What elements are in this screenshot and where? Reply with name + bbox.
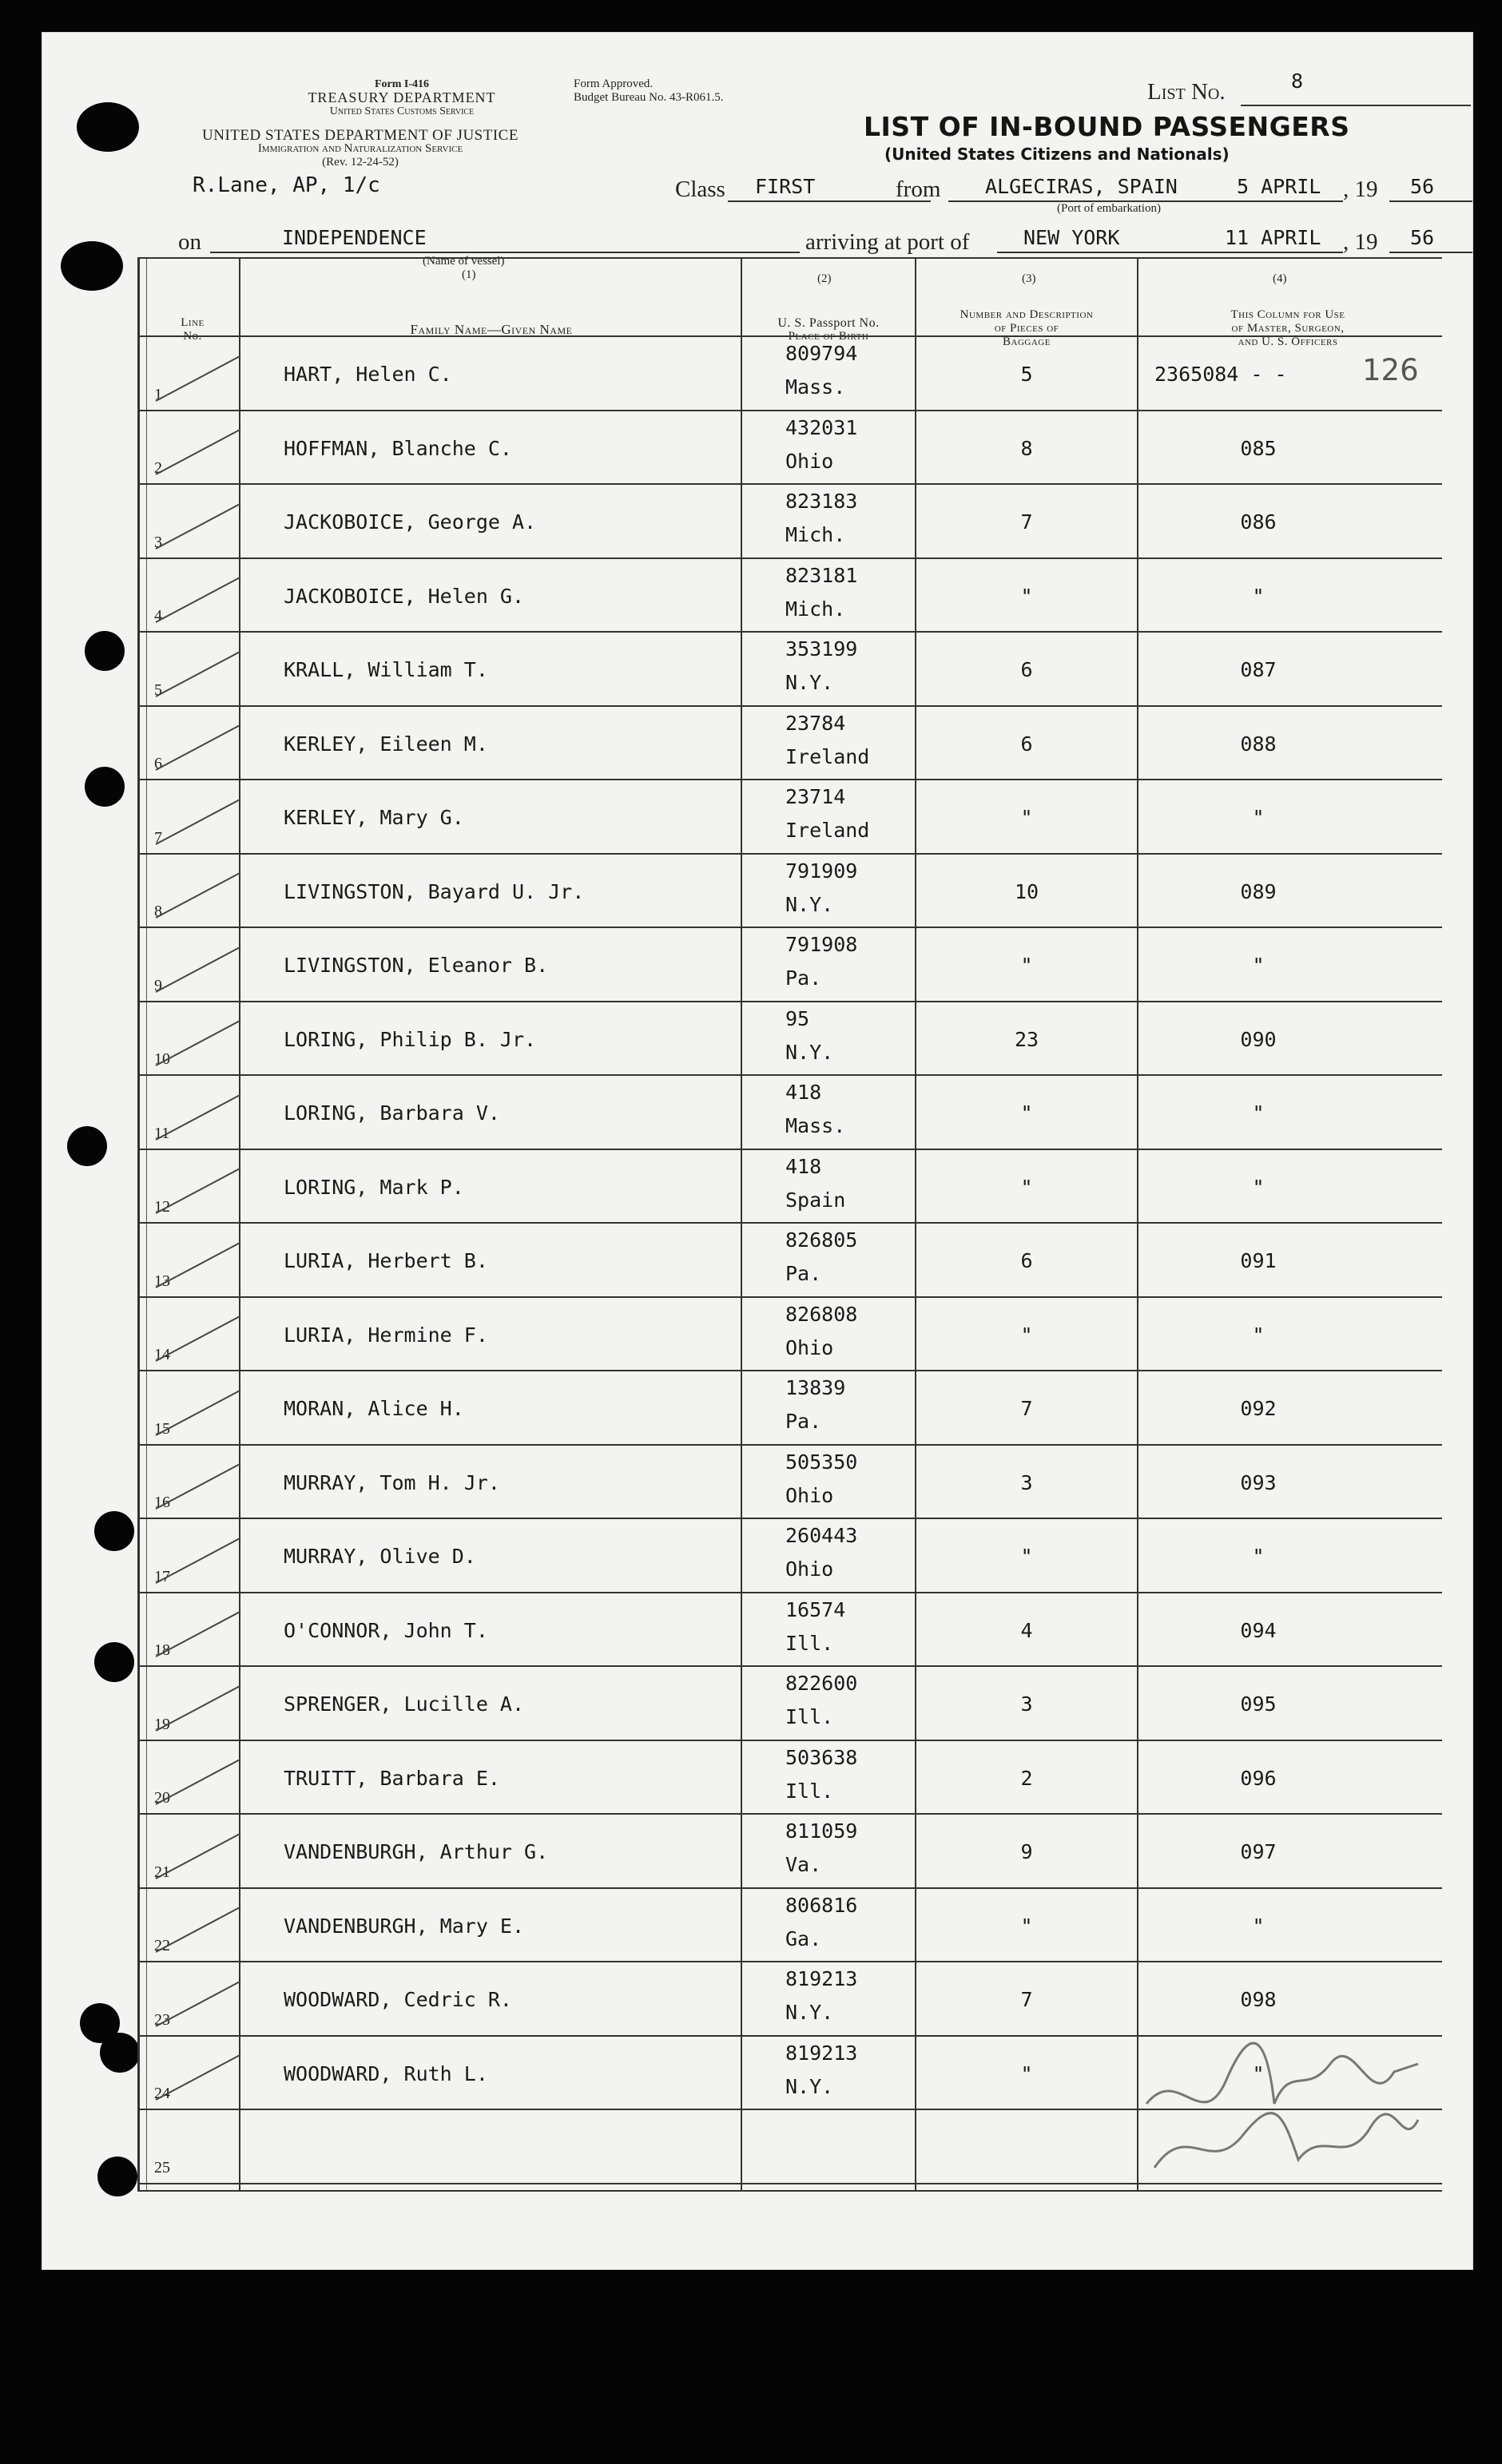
check-mark: [156, 355, 241, 401]
line-number: 2: [154, 459, 162, 477]
baggage-count: 5: [1020, 363, 1033, 387]
place-of-birth: N.Y.: [785, 892, 834, 916]
passenger-name: HART, Helen C.: [284, 363, 452, 387]
passport-number: 791908: [785, 933, 858, 956]
officer-column-entry: 087: [1240, 658, 1277, 682]
table-row: [140, 410, 1442, 484]
baggage-count: 8: [1020, 436, 1033, 460]
vessel-underline: [210, 252, 800, 253]
check-mark: [156, 946, 241, 992]
arrival-date: 11 APRIL: [1225, 226, 1321, 249]
check-mark: [156, 1537, 241, 1583]
table-row: [140, 1222, 1442, 1296]
departure-date: 5 APRIL: [1237, 175, 1321, 198]
class-value: FIRST: [755, 175, 816, 198]
line-number: 23: [154, 2010, 170, 2029]
form-approved: Form Approved.: [574, 77, 654, 90]
check-mark: [156, 1093, 241, 1140]
passenger-name: KERLEY, Mary G.: [284, 806, 464, 830]
baggage-count: ": [1020, 1323, 1033, 1347]
col-header-line-no-2: No.: [183, 330, 202, 343]
line-number: 8: [154, 903, 162, 920]
baggage-count: 23: [1014, 1027, 1039, 1051]
check-mark: [156, 1684, 241, 1731]
line-number: 5: [154, 680, 162, 699]
place-of-birth: Ohio: [785, 1483, 834, 1507]
baggage-count: 3: [1020, 1470, 1033, 1494]
table-row: [140, 1592, 1442, 1666]
place-of-birth: Ohio: [785, 1557, 834, 1581]
passenger-name: LORING, Philip B. Jr.: [284, 1027, 537, 1051]
baggage-count: 6: [1020, 658, 1033, 682]
place-of-birth: Ohio: [785, 449, 834, 473]
officer-column-entry: ": [1252, 806, 1265, 830]
check-mark: [156, 502, 241, 549]
baggage-count: 9: [1020, 1840, 1033, 1864]
line-number: 1: [154, 385, 162, 403]
table-row: [140, 853, 1442, 927]
officer-column-entry: 096: [1240, 1766, 1277, 1790]
check-mark: [156, 2054, 241, 2101]
officer-column-entry: 094: [1240, 1618, 1277, 1642]
place-of-birth: Ill.: [785, 1779, 834, 1803]
baggage-count: 10: [1014, 879, 1039, 903]
passport-number: 23784: [785, 711, 846, 735]
passport-number: 809794: [785, 342, 858, 365]
place-of-birth: N.Y.: [785, 1040, 834, 1064]
line-number: 21: [154, 1863, 170, 1881]
baggage-count: 3: [1020, 1692, 1033, 1716]
table-row: [140, 1665, 1442, 1740]
punch-hole: [61, 241, 123, 291]
justice-block: [185, 129, 536, 169]
form-number: Form I-416: [374, 78, 430, 90]
table-row: [140, 926, 1442, 1001]
line-number: 25: [154, 2158, 170, 2176]
line-number: 6: [154, 755, 162, 772]
table-row: [140, 1740, 1442, 1814]
passenger-name: HOFFMAN, Blanche C.: [284, 436, 512, 460]
class-label: Class: [675, 177, 725, 202]
line-number: 7: [154, 828, 162, 847]
passport-number: 811059: [785, 1819, 858, 1843]
baggage-count: ": [1020, 1914, 1033, 1938]
passport-number: 819213: [785, 1967, 858, 1990]
passport-number: 791909: [785, 859, 858, 883]
passenger-name: WOODWARD, Cedric R.: [284, 1988, 512, 2012]
departure-year: 56: [1410, 175, 1435, 198]
check-mark: [156, 1168, 241, 1214]
vessel-note: (Name of vessel): [423, 255, 505, 268]
passenger-name: VANDENBURGH, Mary E.: [284, 1914, 525, 1938]
passenger-name: LURIA, Hermine F.: [284, 1323, 488, 1347]
ins-service: Immigration and Naturalization Service: [257, 142, 463, 155]
line-number: 13: [154, 1272, 170, 1290]
check-mark: [156, 1315, 241, 1362]
departure-year-prefix: , 19: [1343, 177, 1378, 202]
col-header-officers-1: This Column for Use: [1230, 308, 1345, 321]
table-row: [140, 1296, 1442, 1371]
table-row: [140, 557, 1442, 632]
place-of-birth: Ireland: [785, 819, 870, 843]
arrival-underline: [997, 252, 1343, 253]
passenger-name: LIVINGSTON, Eleanor B.: [284, 954, 549, 978]
arriving-label: arriving at port of: [805, 229, 970, 255]
baggage-count: 6: [1020, 732, 1033, 756]
arrival-year-prefix: , 19: [1343, 229, 1378, 255]
document-subtitle: (United States Citizens and Nationals): [884, 145, 1230, 164]
punch-hole: [100, 2033, 140, 2073]
line-number: 9: [154, 976, 162, 994]
place-of-birth: Ohio: [785, 1335, 834, 1359]
line-number: 11: [154, 1124, 170, 1142]
passport-number: 432031: [785, 415, 858, 439]
table-row: [140, 1518, 1442, 1592]
treasury-dept: TREASURY DEPARTMENT: [308, 89, 496, 105]
table-row: [140, 705, 1442, 780]
passport-number: 16574: [785, 1597, 846, 1621]
punch-hole: [85, 631, 125, 671]
officer-column-entry: 090: [1240, 1027, 1277, 1051]
place-of-birth: Mich.: [785, 523, 846, 547]
line-number: 22: [154, 1937, 170, 1954]
baggage-count: 7: [1020, 510, 1033, 534]
check-mark: [156, 1611, 241, 1657]
table-row: [140, 483, 1442, 557]
check-mark: [156, 798, 241, 844]
form-id-block: [298, 77, 506, 118]
passenger-name: LORING, Barbara V.: [284, 1101, 500, 1125]
port-embarkation-note: (Port of embarkation): [1057, 202, 1161, 215]
agent-signature-typed: R.Lane, AP, 1/c: [193, 173, 380, 197]
table-row: [140, 1370, 1442, 1444]
punch-hole: [94, 1511, 134, 1551]
customs-service: United States Customs Service: [329, 105, 475, 117]
arrival-port: NEW YORK: [1023, 226, 1120, 249]
officer-column-entry: 098: [1240, 1988, 1277, 2012]
punch-hole: [94, 1642, 134, 1682]
passport-number: 23714: [785, 785, 846, 808]
baggage-count: ": [1020, 1545, 1033, 1569]
passport-number: 822600: [785, 1672, 858, 1695]
passenger-name: VANDENBURGH, Arthur G.: [284, 1840, 549, 1864]
officer-column-entry: ": [1252, 954, 1265, 978]
header-rule: [140, 335, 1442, 337]
punch-hole: [97, 2156, 137, 2196]
officer-column-entry: 088: [1240, 732, 1277, 756]
passport-number: 819213: [785, 2041, 858, 2065]
officer-column-entry: 086: [1240, 510, 1277, 534]
check-mark: [156, 429, 241, 475]
table-row: [140, 631, 1442, 705]
passenger-name: SPRENGER, Lucille A.: [284, 1692, 525, 1716]
officer-column-entry: ": [1252, 1101, 1265, 1125]
check-mark: [156, 724, 241, 771]
place-of-birth: Pa.: [785, 1262, 822, 1286]
col-header-passport-2: Place of Birth: [788, 330, 869, 343]
baggage-count: 2: [1020, 1766, 1033, 1790]
list-number-underline: [1241, 105, 1471, 106]
passport-number: 823181: [785, 563, 858, 587]
passenger-name: JACKOBOICE, Helen G.: [284, 584, 525, 608]
line-number: 12: [154, 1198, 170, 1216]
table-row: [140, 1001, 1442, 1075]
column-2-number: (2): [817, 272, 832, 285]
col-header-officers-3: and U. S. Officers: [1238, 335, 1338, 348]
passenger-name: MURRAY, Olive D.: [284, 1545, 476, 1569]
baggage-count: ": [1020, 2061, 1033, 2085]
officer-column-entry: ": [1252, 1323, 1265, 1347]
officer-column-entry: 091: [1240, 1249, 1277, 1273]
place-of-birth: Pa.: [785, 1410, 822, 1434]
column-4-number: (4): [1273, 272, 1287, 285]
passenger-name: TRUITT, Barbara E.: [284, 1766, 500, 1790]
passport-number: 806816: [785, 1893, 858, 1917]
passport-number: 353199: [785, 637, 858, 661]
table-row: [140, 1444, 1442, 1518]
baggage-count: 7: [1020, 1397, 1033, 1421]
place-of-birth: N.Y.: [785, 671, 834, 695]
passenger-name: LURIA, Herbert B.: [284, 1249, 488, 1273]
line-number: 15: [154, 1419, 170, 1438]
baggage-count: 4: [1020, 1618, 1033, 1642]
officer-column-entry: 092: [1240, 1397, 1277, 1421]
vessel-name: INDEPENDENCE: [282, 226, 427, 249]
check-mark: [156, 1389, 241, 1435]
officer-signature-scrawl: [1130, 2016, 1434, 2184]
punch-hole: [85, 767, 125, 807]
passenger-name: KRALL, William T.: [284, 658, 488, 682]
on-label: on: [178, 229, 201, 255]
place-of-birth: Ireland: [785, 744, 870, 768]
officer-column-entry: 089: [1240, 879, 1277, 903]
punch-hole: [67, 1126, 107, 1166]
table-row: [140, 1149, 1442, 1223]
embarkation-port: ALGECIRAS, SPAIN: [985, 175, 1178, 198]
place-of-birth: Ill.: [785, 1631, 834, 1655]
passport-number: 418: [785, 1154, 822, 1178]
line-number: 16: [154, 1494, 170, 1511]
table-row: [140, 1887, 1442, 1962]
list-number-label: List No.: [1147, 79, 1226, 105]
justice-dept: UNITED STATES DEPARTMENT OF JUSTICE: [202, 127, 519, 144]
place-of-birth: N.Y.: [785, 2074, 834, 2098]
officer-column-entry: 097: [1240, 1840, 1277, 1864]
from-label: from: [896, 177, 941, 202]
list-number-value: 8: [1291, 69, 1304, 93]
line-number: 19: [154, 1715, 170, 1733]
baggage-count: ": [1020, 584, 1033, 608]
line-number: 20: [154, 1789, 170, 1807]
line-number: 17: [154, 1567, 170, 1585]
budget-bureau: Budget Bureau No. 43-R061.5.: [574, 91, 724, 104]
officer-column-entry: 095: [1240, 1692, 1277, 1716]
baggage-count: ": [1020, 954, 1033, 978]
col-header-baggage-2: of Pieces of: [994, 322, 1059, 335]
place-of-birth: Mich.: [785, 597, 846, 621]
passenger-name: KERLEY, Eileen M.: [284, 732, 488, 756]
passenger-name: LIVINGSTON, Bayard U. Jr.: [284, 879, 585, 903]
passport-number: 13839: [785, 1376, 846, 1399]
passenger-name: WOODWARD, Ruth L.: [284, 2061, 488, 2085]
arrival-year-underline: [1389, 252, 1472, 253]
col-header-line-no-1: Line: [181, 316, 205, 329]
passenger-name: JACKOBOICE, George A.: [284, 510, 537, 534]
passport-number: 826808: [785, 1302, 858, 1326]
baggage-count: ": [1020, 1175, 1033, 1199]
line-number: 24: [154, 2085, 170, 2102]
line-number: 4: [154, 607, 162, 625]
place-of-birth: Mass.: [785, 1114, 846, 1138]
baggage-count: 7: [1020, 1988, 1033, 2012]
check-mark: [156, 1832, 241, 1879]
passenger-name: MORAN, Alice H.: [284, 1397, 464, 1421]
col-header-passport-1: U. S. Passport No.: [777, 316, 880, 330]
check-mark: [156, 650, 241, 696]
check-mark: [156, 577, 241, 623]
place-of-birth: Mass.: [785, 375, 846, 399]
approval-block: [574, 77, 723, 105]
check-mark: [156, 1759, 241, 1805]
baggage-count: 6: [1020, 1249, 1033, 1273]
table-row: [140, 779, 1442, 853]
arrival-year: 56: [1410, 226, 1435, 249]
place-of-birth: Ill.: [785, 1705, 834, 1729]
passport-number: 823183: [785, 490, 858, 513]
passenger-name: O'CONNOR, John T.: [284, 1618, 488, 1642]
table-row: [140, 1074, 1442, 1149]
place-of-birth: N.Y.: [785, 2001, 834, 2025]
handwritten-page-note: 126: [1362, 353, 1419, 387]
passport-number: 505350: [785, 1450, 858, 1474]
punch-hole: [77, 102, 139, 152]
revision-date: (Rev. 12-24-52): [322, 156, 399, 169]
col-header-name: Family Name—Given Name: [410, 322, 573, 337]
col-header-officers-2: of Master, Surgeon,: [1231, 322, 1345, 335]
check-mark: [156, 1907, 241, 1953]
check-mark: [156, 1241, 241, 1288]
col-header-baggage-3: Baggage: [1003, 335, 1051, 348]
baggage-count: ": [1020, 1101, 1033, 1125]
column-3-number: (3): [1022, 272, 1036, 285]
col-header-baggage-1: Number and Description: [960, 308, 1094, 321]
officer-column-entry: 093: [1240, 1470, 1277, 1494]
passport-number: 418: [785, 1081, 822, 1104]
line-number: 3: [154, 533, 162, 551]
place-of-birth: Pa.: [785, 966, 822, 990]
passport-number: 95: [785, 1006, 810, 1030]
table-row: [140, 1813, 1442, 1887]
passport-number: 826805: [785, 1228, 858, 1252]
place-of-birth: Spain: [785, 1188, 846, 1212]
passport-number: 260443: [785, 1524, 858, 1547]
passenger-table: [137, 257, 1442, 2192]
officer-column-entry: ": [1252, 584, 1265, 608]
officer-column-entry: ": [1252, 2061, 1265, 2085]
passenger-name: LORING, Mark P.: [284, 1175, 464, 1199]
check-mark: [156, 1463, 241, 1510]
column-1-number: (1): [462, 268, 476, 281]
baggage-count: ": [1020, 806, 1033, 830]
passenger-name: MURRAY, Tom H. Jr.: [284, 1470, 500, 1494]
line-number: 18: [154, 1641, 170, 1659]
officer-column-entry: ": [1252, 1914, 1265, 1938]
departure-year-underline: [1389, 200, 1472, 202]
passport-number: 503638: [785, 1745, 858, 1769]
check-mark: [156, 1020, 241, 1066]
officer-column-entry: 2365084 - -: [1154, 363, 1287, 387]
officer-column-entry: ": [1252, 1545, 1265, 1569]
document-title: LIST OF IN-BOUND PASSENGERS: [864, 111, 1350, 142]
officer-column-entry: ": [1252, 1175, 1265, 1199]
officer-column-entry: 085: [1240, 436, 1277, 460]
place-of-birth: Ga.: [785, 1926, 822, 1950]
check-mark: [156, 872, 241, 919]
check-mark: [156, 1980, 241, 2026]
line-number: 14: [154, 1346, 170, 1363]
table-row: [140, 335, 1442, 410]
line-number: 10: [154, 1050, 170, 1068]
place-of-birth: Va.: [785, 1853, 822, 1877]
